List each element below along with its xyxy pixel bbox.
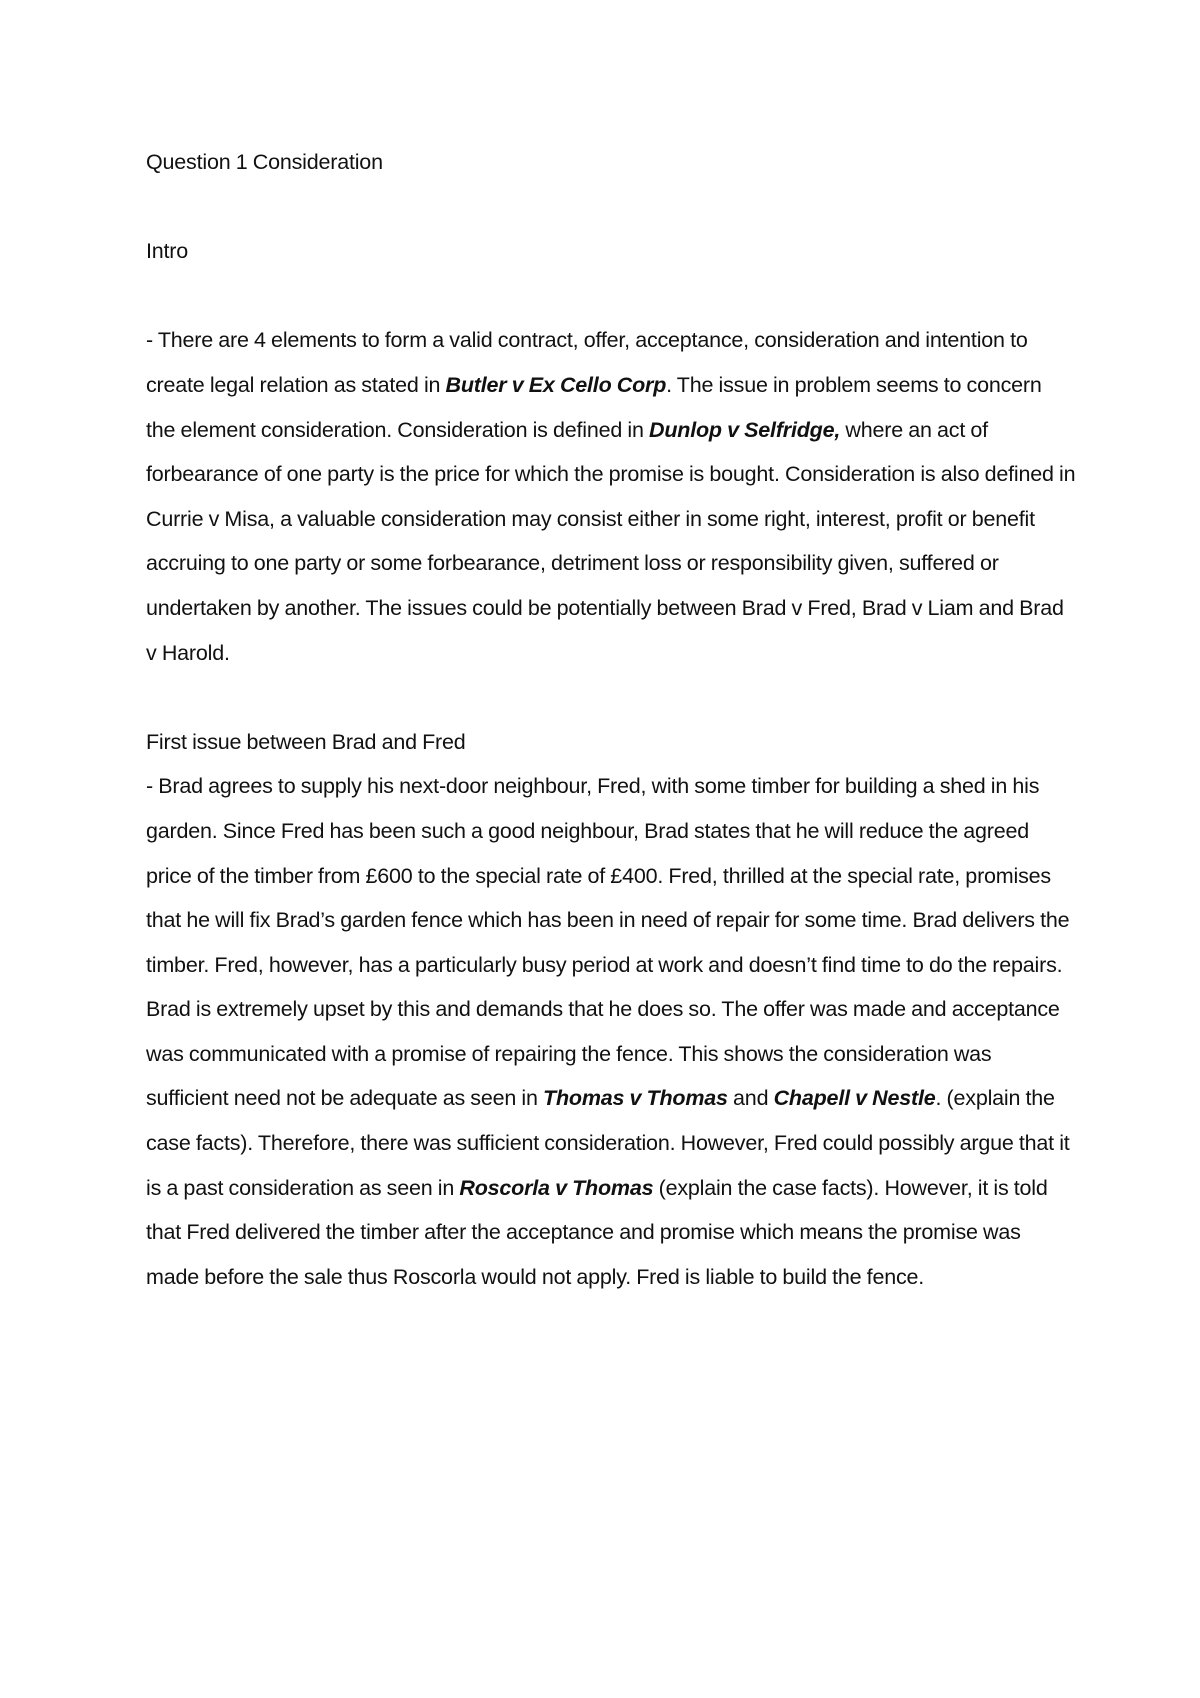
spacer <box>146 185 1076 230</box>
first-issue-heading: First issue between Brad and Fred <box>146 729 466 754</box>
intro-text-3: where an act of forbearance of one party is the price for which the promise is bought. Consideration is also defined in Currie v Misa, a valuable consideration may consist either in some right, interest, profit or benefit accruing to one party or some forbearance, detriment loss or responsibility given, suffered or undertaken by another. The issues could be potentially between Brad v Fred, Brad v Liam and Brad v Harold. <box>146 417 1076 665</box>
case-roscorla-v-thomas: Roscorla v Thomas <box>459 1175 654 1200</box>
intro-text-2: . The issue in problem seems to concern the element consideration. Consideration is defined in <box>146 372 1042 442</box>
intro-text-1: - There are 4 elements to form a valid contract, offer, acceptance, consideration and intention to create legal relation as stated in <box>146 328 1028 397</box>
case-dunlop-v-selfridge: Dunlop v Selfridge, <box>649 417 841 442</box>
first-issue-text-3: . (explain the case facts). Therefore, there was sufficient consideration. However, Fred could possibly argue that it is a past consideration as seen in <box>146 1086 1070 1200</box>
document-body <box>146 140 1076 1299</box>
intro-heading: Intro <box>146 239 189 264</box>
first-issue-text-4: (explain the case facts). However, it is told that Fred delivered the timber after the acceptance and promise which means the promise was made before the sale thus Roscorla would not apply. Fred is liable to build the fence. <box>146 1175 1048 1289</box>
case-butler-v-ex-cello-corp: Butler v Ex Cello Corp <box>445 372 667 397</box>
first-issue-text-2: and <box>727 1086 774 1111</box>
spacer <box>146 274 1076 319</box>
spacer <box>146 675 1076 720</box>
case-chapell-v-nestle: Chapell v Nestle <box>773 1086 936 1111</box>
case-thomas-v-thomas: Thomas v Thomas <box>543 1086 728 1111</box>
first-issue-text-1: - Brad agrees to supply his next-door neighbour, Fred, with some timber for building a shed in his garden. Since Fred has been such a good neighbour, Brad states that he will reduce the agreed price of the timber from £600 to the special rate of £400. Fred, thrilled at the special rate, promises that he will fix Brad’s garden fence which has been in need of repair for some time. Brad delivers the timber. Fred, however, has a particularly busy period at work and doesn’t find time to do the repairs. Brad is extremely upset by this and demands that he does so. The offer was made and acceptance was communicated with a promise of repairing the fence. This shows the consideration was sufficient need not be adequate as seen in <box>146 774 1070 1111</box>
document-title: Question 1 Consideration <box>146 150 383 174</box>
first-issue-paragraph <box>146 764 1076 1299</box>
intro-paragraph <box>146 318 1076 675</box>
